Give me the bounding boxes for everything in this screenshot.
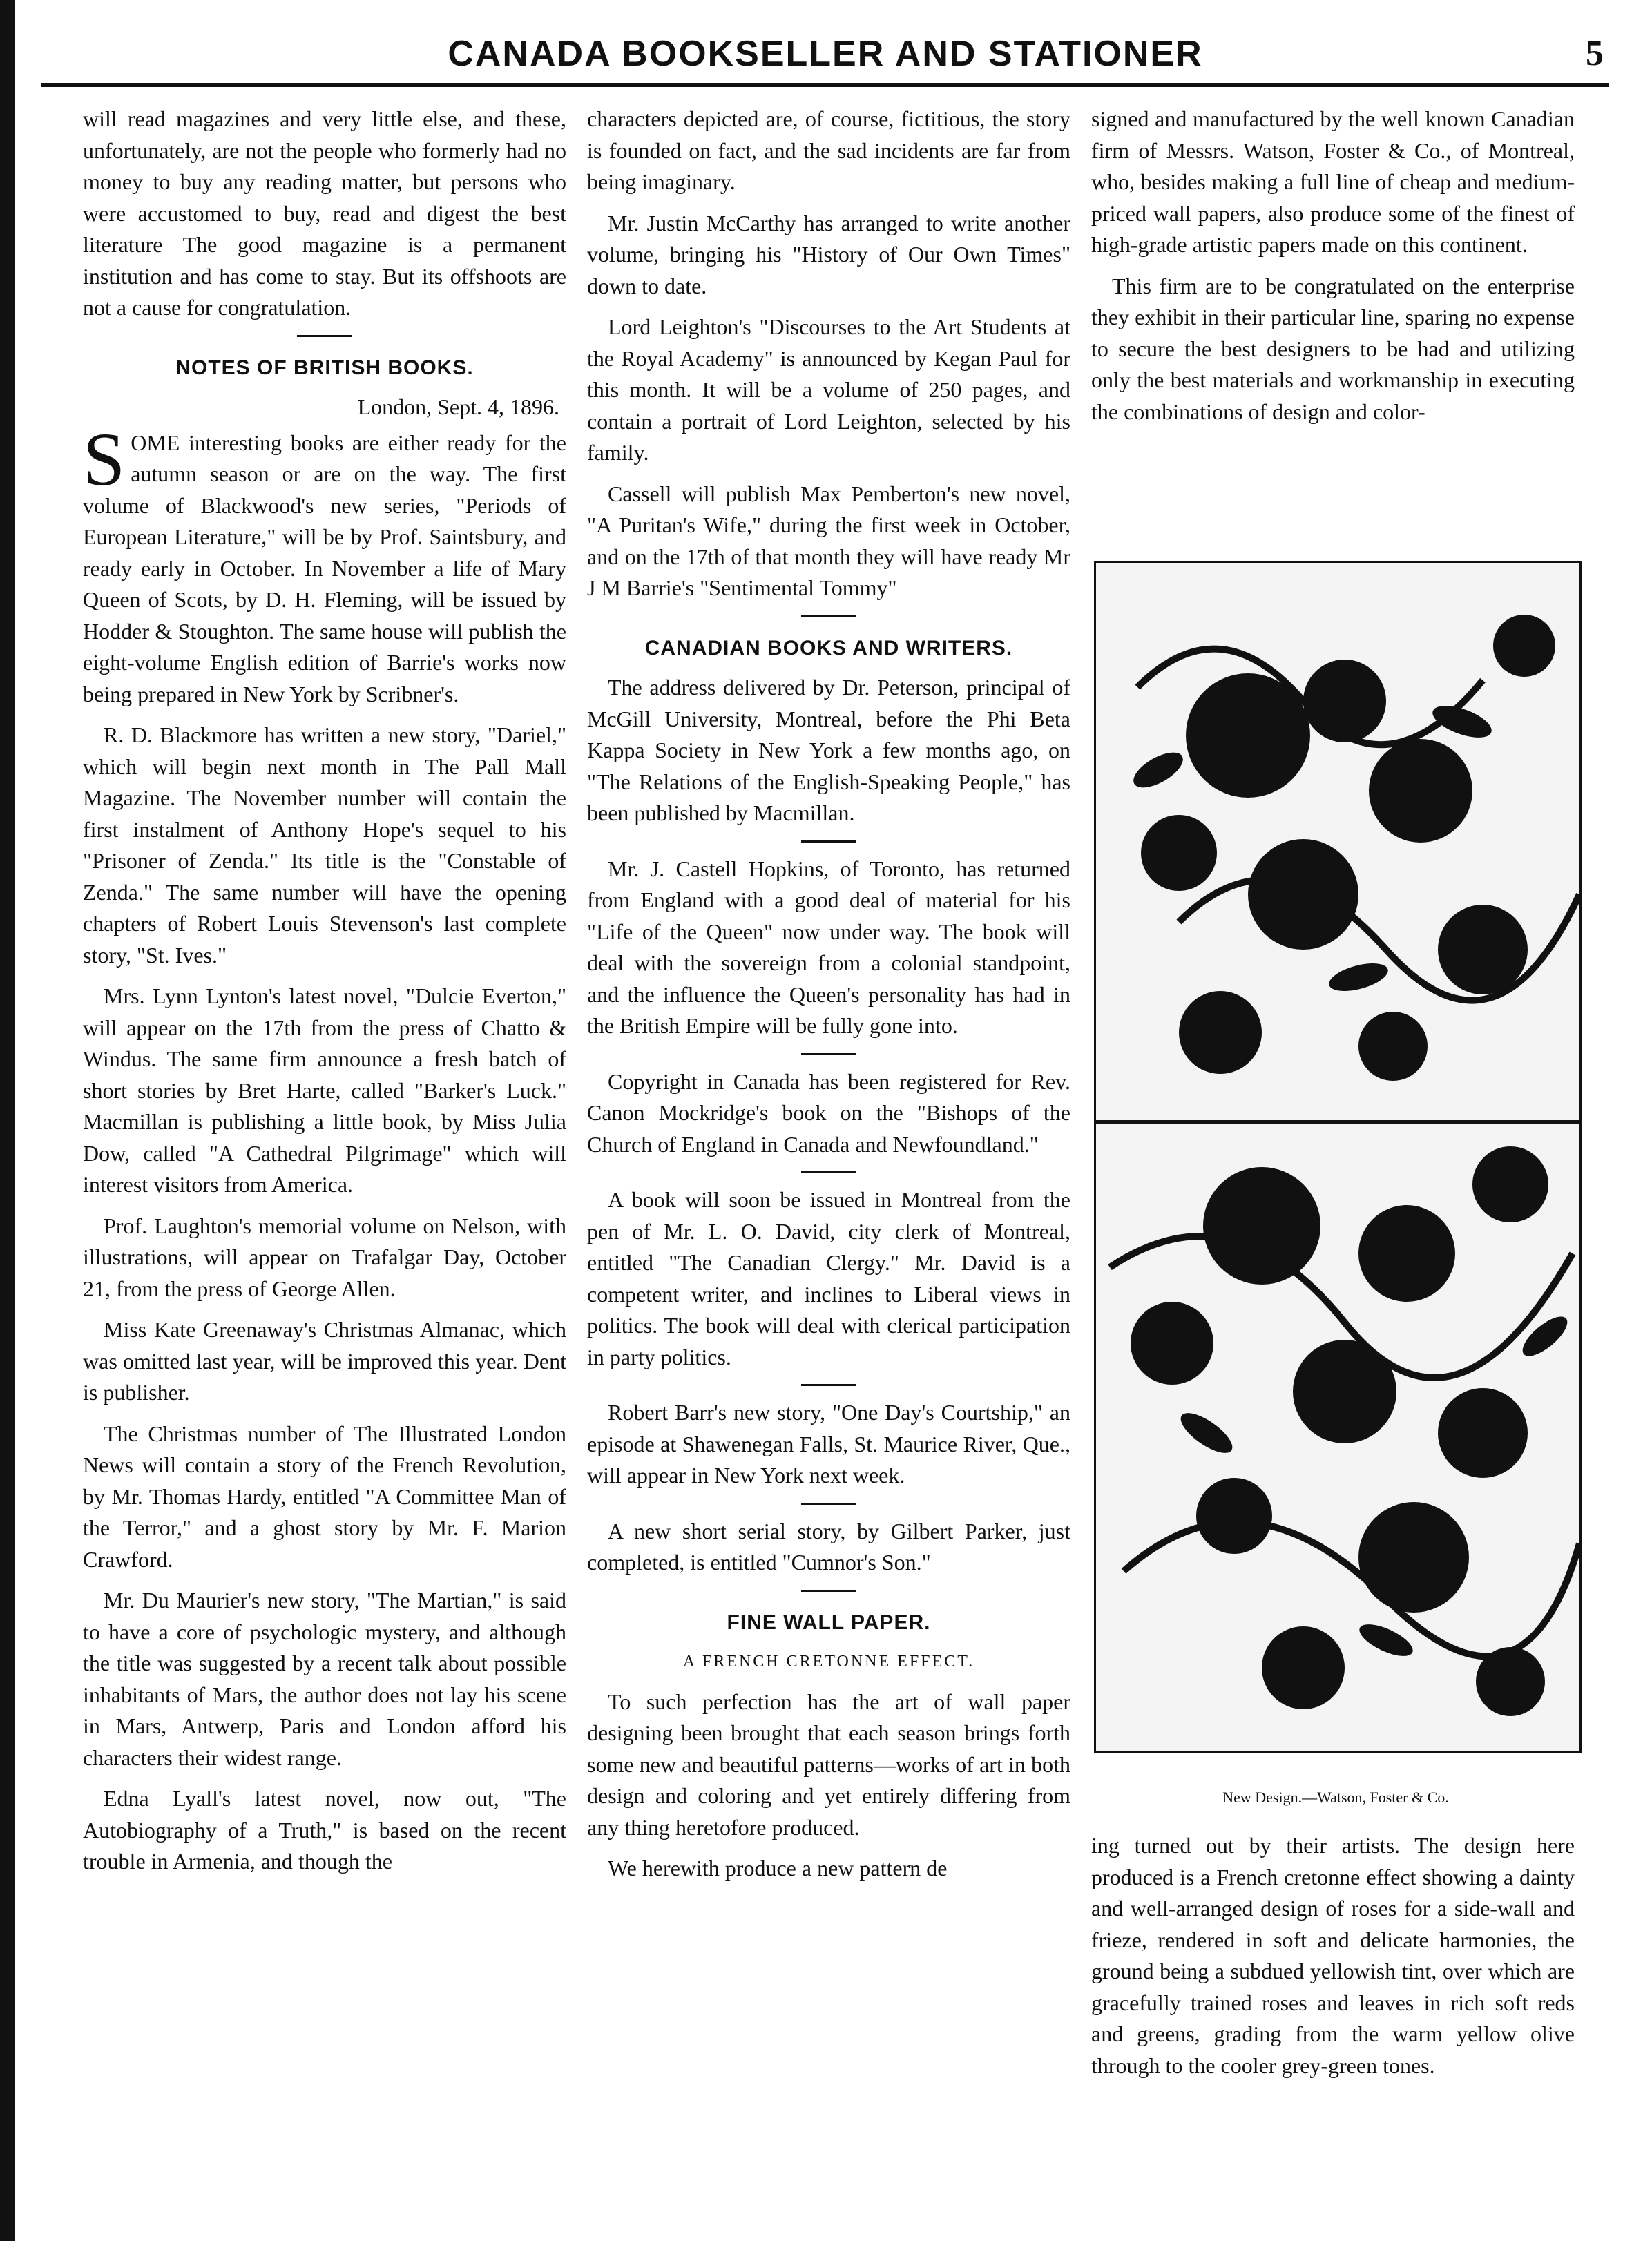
paragraph: characters depicted are, of course, fictitious, the story is founded on fact, and the sad incidents are far from being imaginary. <box>587 106 1070 194</box>
section-heading-wall-paper: FINE WALL PAPER. <box>727 1610 931 1634</box>
paragraph: Mr. J. Castell Hopkins, of Toronto, has returned from England with a good deal of material for his "Life of the Queen" now under way. The book will deal with the sovereign from a colonial standpoint, and the influence the Queen's personality has had in the British Empire will be fully gone into. <box>587 856 1070 1038</box>
paragraph: Mr. Justin McCarthy has arranged to write another volume, bringing his "History of Our Own Times" down to date. <box>587 210 1070 298</box>
paragraph: A new short serial story, by Gilbert Parker, just completed, is entitled "Cumnor's Son." <box>587 1518 1070 1575</box>
paragraph: Prof. Laughton's memorial volume on Nelson, with illustrations, will appear on Trafalgar Day, October 21, from the press of George Allen. <box>83 1213 566 1301</box>
separator-rule <box>801 1384 856 1386</box>
illustration-caption: New Design.—Watson, Foster & Co. <box>1222 1789 1449 1806</box>
separator-rule <box>801 1053 856 1055</box>
paragraph: will read magazines and very little else, and these, unfortunately, are not the people who formerly had no money to buy any reading matter, but persons who were accustomed to buy, read and digest the best literature The good magazine is a permanent institution and has come to stay. But its offshoots are not a cause for congratulation. <box>83 106 566 320</box>
paragraph: Edna Lyall's latest novel, now out, "The Autobiography of a Truth," is based on the recent trouble in Armenia, and though the <box>83 1786 566 1874</box>
wallpaper-illustration <box>1094 561 1582 1753</box>
paragraph: R. D. Blackmore has written a new story, "Dariel," which will begin next month in The Pall Mall Magazine. The November number will contain the first instalment of Anthony Hope's sequel to his "Prisoner of Zenda." Its title is the "Constable of Zenda." The same number will have the opening chapters of Robert Louis Stevenson's last complete story, "St. Ives." <box>83 722 566 968</box>
paragraph: Mrs. Lynn Lynton's latest novel, "Dulcie Everton," will appear on the 17th from the press of Chatto & Windus. The same firm announce a fresh batch of short stories by Bret Harte, called "Barker's Luck." Macmillan is publishing a little book, by Miss Julia Dow, called "A Cathedral Pilgrimage" which will interest visitors from America. <box>83 983 566 1197</box>
drop-cap: S <box>83 416 126 501</box>
separator-rule <box>801 1503 856 1505</box>
paragraph: A book will soon be issued in Montreal from the pen of Mr. L. O. David, city clerk of Montreal, entitled "The Canadian Clergy." Mr. David is a competent writer, and inclines to Liberal views in politics. The book will deal with clerical participation in party politics. <box>587 1187 1070 1369</box>
page-number: 5 <box>1586 34 1604 73</box>
paragraph: Lord Leighton's "Discourses to the Art Students at the Royal Academy" is announced by Kegan Paul for this month. It will be a volume of 250 pages, and contain a portrait of Lord Leighton, selected by his family. <box>587 314 1070 465</box>
rose-pattern-image <box>1096 563 1579 1751</box>
left-edge-rule <box>0 0 15 2241</box>
separator-rule <box>297 335 352 337</box>
separator-rule <box>801 615 856 617</box>
separator-rule <box>801 840 856 843</box>
paragraph: This firm are to be congratulated on the enterprise they exhibit in their particular line, sparing no expense to secure the best designers to be had and utilizing only the best materials and workmanship in executing the combinations of design and color- <box>1091 273 1575 424</box>
paragraph: We herewith produce a new pattern de <box>608 1856 948 1881</box>
paragraph: The Christmas number of The Illustrated London News will contain a story of the French Revolution, by Mr. Thomas Hardy, entitled "A Committee Man of the Terror," and a ghost story by Mr. F. Marion Crawford. <box>83 1421 566 1572</box>
section-heading-british-books: NOTES OF BRITISH BOOKS. <box>175 356 474 379</box>
paragraph: Mr. Du Maurier's new story, "The Martian," is said to have a core of psychologic mystery, and although the title was suggested by a recent talk about possible inhabitants of Mars, the author does not lay his scene in Mars, Antwerp, Paris and London afford his characters their widest range. <box>83 1588 566 1770</box>
separator-rule <box>801 1171 856 1173</box>
publication-title: CANADA BOOKSELLER AND STATIONER <box>448 34 1203 74</box>
paragraph: Copyright in Canada has been registered for Rev. Canon Mockridge's book on the "Bishops of the Church of England in Canada and Newfoundland." <box>587 1068 1070 1157</box>
paragraph: ing turned out by their artists. The design here produced is a French cretonne effect showing a dainty and well-arranged design of roses for a side-wall and frieze, rendered in soft and delicate harmonies, the ground being a subdued yellowish tint, over which are gracefully trained roses and leaves in rich soft reds and greens, grading from the warm yellow olive through to the cooler grey-green tones. <box>1091 1833 1575 2078</box>
paragraph: Cassell will publish Max Pemberton's new novel, "A Puritan's Wife," during the first week in October, and on the 17th of that month they will have ready Mr J M Barrie's "Sentimental Tommy" <box>587 481 1070 600</box>
paragraph: SOME interesting books are either ready for the autumn season or are on the way. The first volume of Blackwood's new series, "Periods of European Literature," will be by Prof. Saintsbury, and ready early in October. In November a life of Mary Queen of Scots, by D. H. Fleming, will be issued by Hodder & Stoughton. The same house will publish the eight-volume English edition of Barrie's works now being prepared in New York by Scribner's. <box>83 416 566 706</box>
column-3 <box>1091 104 1575 437</box>
paragraph: The address delivered by Dr. Peterson, principal of McGill University, Montreal, before the Phi Beta Kappa Society in New York a few months ago, on "The Relations of the English-Speaking People," has been published by Macmillan. <box>587 675 1070 825</box>
paragraph: signed and manufactured by the well known Canadian firm of Messrs. Watson, Foster & Co., of Montreal, who, besides making a full line of cheap and medium-priced wall papers, also produce some of the finest of high-grade artistic papers made on this continent. <box>1091 106 1575 257</box>
column-2 <box>587 104 1070 1894</box>
paragraph: To such perfection has the art of wall paper designing been brought that each season brings forth some new and beautiful patterns—works of art in both design and coloring and yet entirely differing from any thing heretofore produced. <box>587 1689 1070 1840</box>
section-heading-canadian-books: CANADIAN BOOKS AND WRITERS. <box>644 636 1013 660</box>
column-3-continued <box>1091 1830 1575 2081</box>
paragraph: Robert Barr's new story, "One Day's Courtship," an episode at Shawenegan Falls, St. Maurice River, Que., will appear in New York next week. <box>587 1400 1070 1488</box>
separator-rule <box>801 1590 856 1592</box>
dateline: London, Sept. 4, 1896. <box>357 394 559 419</box>
paragraph: Miss Kate Greenaway's Christmas Almanac, which was omitted last year, will be improved this year. Dent is publisher. <box>83 1317 566 1405</box>
column-1 <box>83 104 566 1887</box>
page-header <box>41 28 1609 87</box>
section-subheading: A FRENCH CRETONNE EFFECT. <box>682 1653 975 1671</box>
